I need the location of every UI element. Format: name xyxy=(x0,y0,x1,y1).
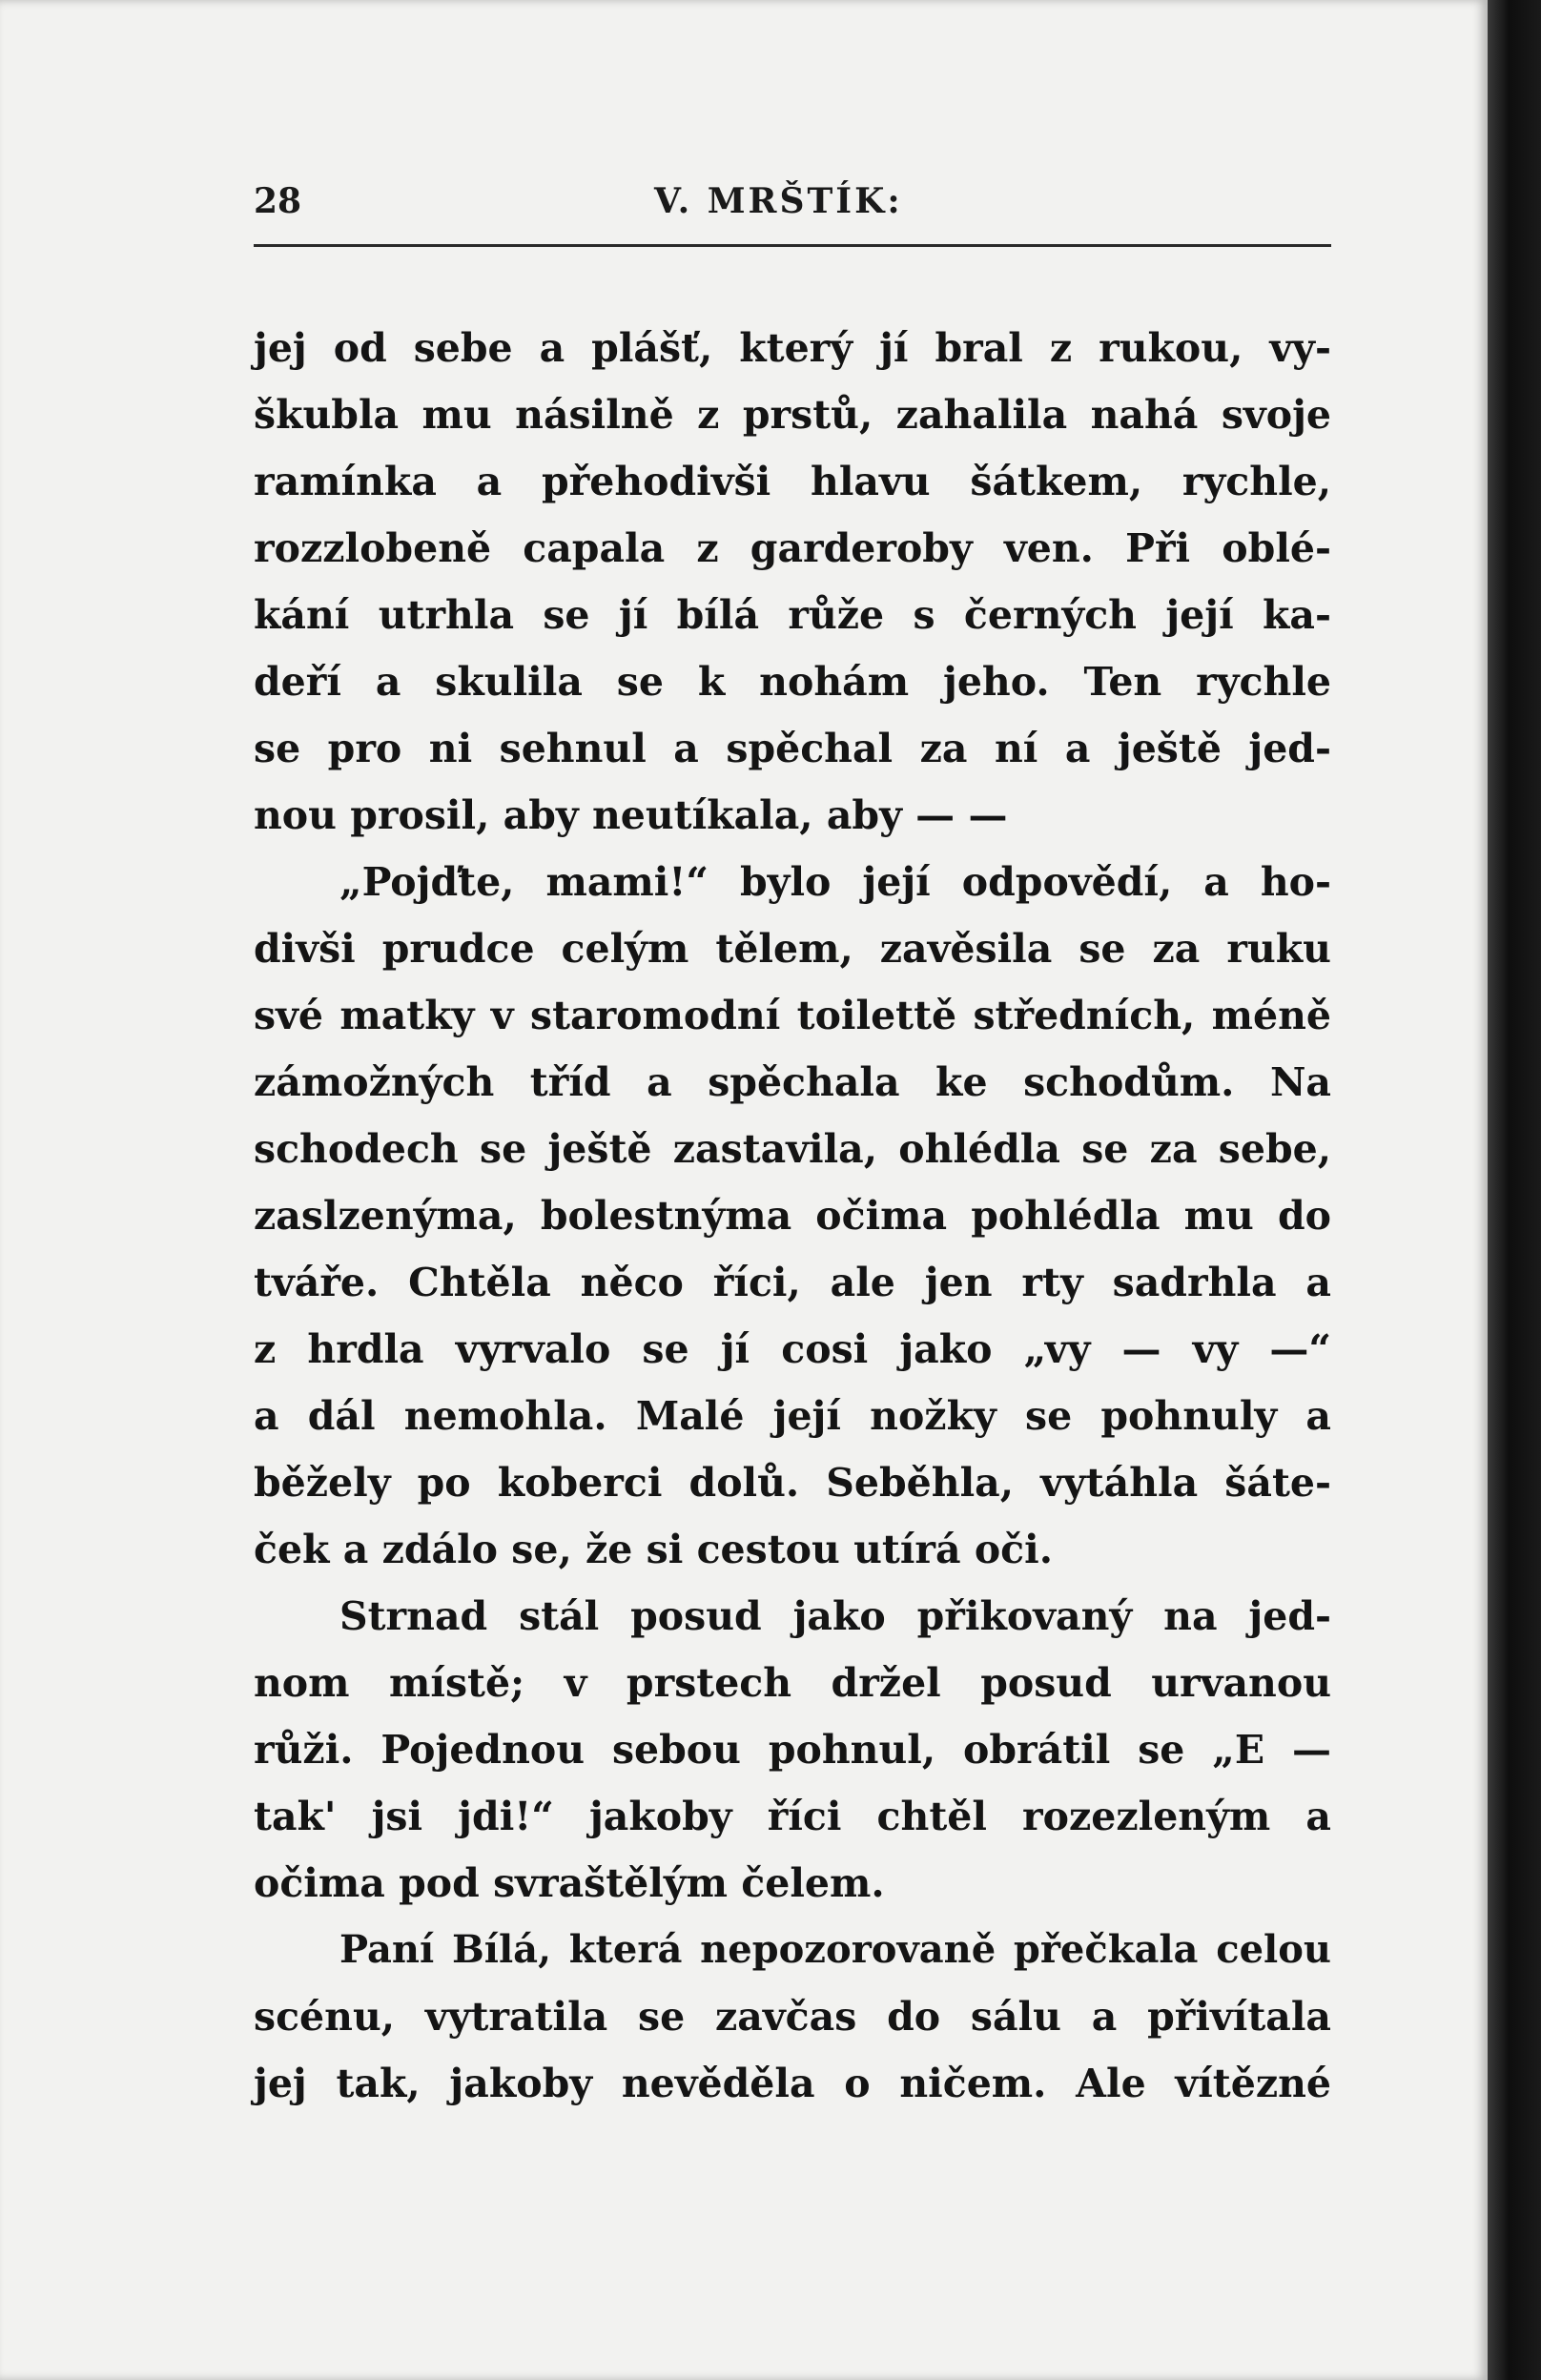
text-line: rozzlobeně capala z garderoby ven. Při oblé- xyxy=(254,525,1331,571)
text-line: nom místě; v prstech držel posud urvanou xyxy=(254,1660,1331,1706)
text-line: jej od sebe a plášť, který jí bral z rukou, vy- xyxy=(254,325,1331,371)
text-line: schodech se ještě zastavila, ohlédla se za sebe, xyxy=(254,1126,1331,1172)
body-text xyxy=(254,315,1331,2117)
text-line: nou prosil, aby neutíkala, aby — — xyxy=(254,792,1008,838)
text-line: ramínka a přehodivši hlavu šátkem, rychle, xyxy=(254,459,1331,504)
text-line: běžely po koberci dolů. Seběhla, vytáhla šáte- xyxy=(254,1460,1331,1506)
text-line: se pro ni sehnul a spěchal za ní a ještě jed- xyxy=(254,726,1331,771)
text-line: očima pod svraštělým čelem. xyxy=(254,1860,885,1906)
text-line: scénu, vytratila se zavčas do sálu a přivítala xyxy=(254,1994,1331,2040)
text-line: škubla mu násilně z prstů, zahalila nahá svoje xyxy=(254,392,1331,438)
header-rule xyxy=(254,244,1331,247)
text-line: deří a skulila se k nohám jeho. Ten rychle xyxy=(254,659,1331,705)
text-line: tak' jsi jdi!“ jakoby říci chtěl rozezleným a xyxy=(254,1794,1331,1839)
scan-edge xyxy=(1488,0,1541,2380)
text-line: Strnad stál posud jako přikovaný na jed- xyxy=(339,1593,1331,1639)
text-line: zámožných tříd a spěchala ke schodům. Na xyxy=(254,1059,1331,1105)
text-line: z hrdla vyrvalo se jí cosi jako „vy — vy —“ xyxy=(254,1326,1331,1372)
text-line: své matky v staromodní toilettě středních, méně xyxy=(254,993,1331,1038)
text-line: divši prudce celým tělem, zavěsila se za ruku xyxy=(254,926,1331,972)
text-line: tváře. Chtěla něco říci, ale jen rty sadrhla a xyxy=(254,1260,1331,1305)
text-line: a dál nemohla. Malé její nožky se pohnuly a xyxy=(254,1393,1331,1439)
text-line: ček a zdálo se, že si cestou utírá oči. xyxy=(254,1527,1053,1572)
text-line: Paní Bílá, která nepozorovaně přečkala celou xyxy=(339,1927,1331,1972)
text-line: kání utrhla se jí bílá růže s černých její ka- xyxy=(254,592,1331,638)
page-number: 28 xyxy=(254,181,302,221)
page-header xyxy=(254,181,1331,229)
text-line: „Pojďte, mami!“ bylo její odpovědí, a ho- xyxy=(339,859,1331,905)
text-line: zaslzenýma, bolestnýma očima pohlédla mu do xyxy=(254,1193,1331,1239)
text-line: růži. Pojednou sebou pohnul, obrátil se „E — xyxy=(254,1727,1331,1773)
text-line: jej tak, jakoby nevěděla o ničem. Ale vítězné xyxy=(254,2061,1331,2106)
running-head: V. MRŠTÍK: xyxy=(654,181,903,221)
